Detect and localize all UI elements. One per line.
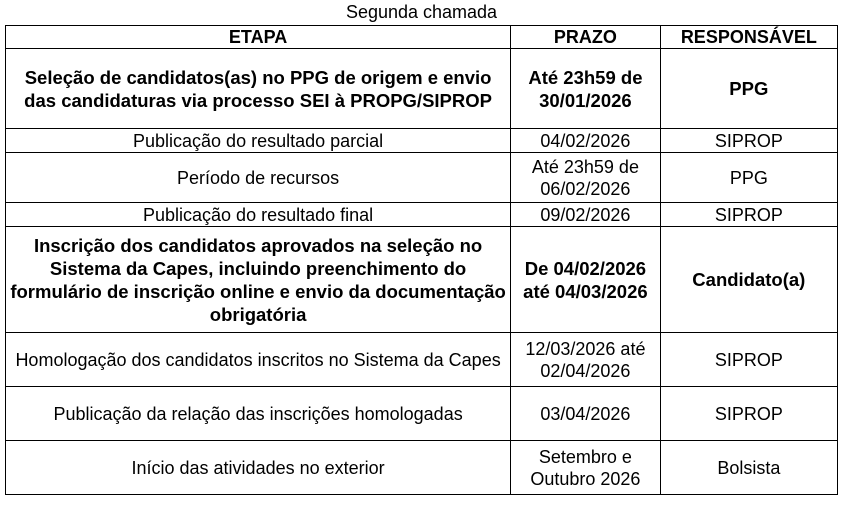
table-row [6, 441, 838, 495]
etapa-cell: Publicação do resultado final [6, 203, 511, 227]
prazo-cell: Setembro e Outubro 2026 [511, 441, 660, 495]
table-row [6, 129, 838, 153]
responsavel-cell: SIPROP [660, 387, 837, 441]
prazo-cell: 04/02/2026 [511, 129, 660, 153]
header-responsavel: RESPONSÁVEL [660, 26, 837, 49]
responsavel-cell: SIPROP [660, 333, 837, 387]
prazo-cell: De 04/02/2026 até 04/03/2026 [511, 227, 660, 333]
etapa-cell: Seleção de candidatos(as) no PPG de origem e envio das candidaturas via processo SEI à PROPG/SIPROP [6, 49, 511, 129]
etapa-cell: Período de recursos [6, 153, 511, 203]
table-row [6, 387, 838, 441]
table-row [6, 333, 838, 387]
table-row [6, 203, 838, 227]
prazo-cell: 09/02/2026 [511, 203, 660, 227]
etapa-cell: Início das atividades no exterior [6, 441, 511, 495]
etapa-cell: Homologação dos candidatos inscritos no Sistema da Capes [6, 333, 511, 387]
table-caption: Segunda chamada [345, 2, 498, 22]
responsavel-cell: PPG [660, 153, 837, 203]
schedule-table [5, 25, 838, 495]
responsavel-cell: PPG [660, 49, 837, 129]
responsavel-cell: SIPROP [660, 129, 837, 153]
table-row [6, 49, 838, 129]
prazo-cell: Até 23h59 de 30/01/2026 [511, 49, 660, 129]
table-row [6, 227, 838, 333]
responsavel-cell: Candidato(a) [660, 227, 837, 333]
etapa-cell: Publicação da relação das inscrições homologadas [6, 387, 511, 441]
prazo-cell: 03/04/2026 [511, 387, 660, 441]
table-row [6, 153, 838, 203]
header-etapa: ETAPA [6, 26, 511, 49]
header-row [6, 26, 838, 49]
etapa-cell: Publicação do resultado parcial [6, 129, 511, 153]
prazo-cell: 12/03/2026 até 02/04/2026 [511, 333, 660, 387]
etapa-cell: Inscrição dos candidatos aprovados na seleção no Sistema da Capes, incluindo preenchimento do formulário de inscrição online e envio da documentação obrigatória [6, 227, 511, 333]
responsavel-cell: Bolsista [660, 441, 837, 495]
header-prazo: PRAZO [511, 26, 660, 49]
prazo-cell: Até 23h59 de 06/02/2026 [511, 153, 660, 203]
responsavel-cell: SIPROP [660, 203, 837, 227]
